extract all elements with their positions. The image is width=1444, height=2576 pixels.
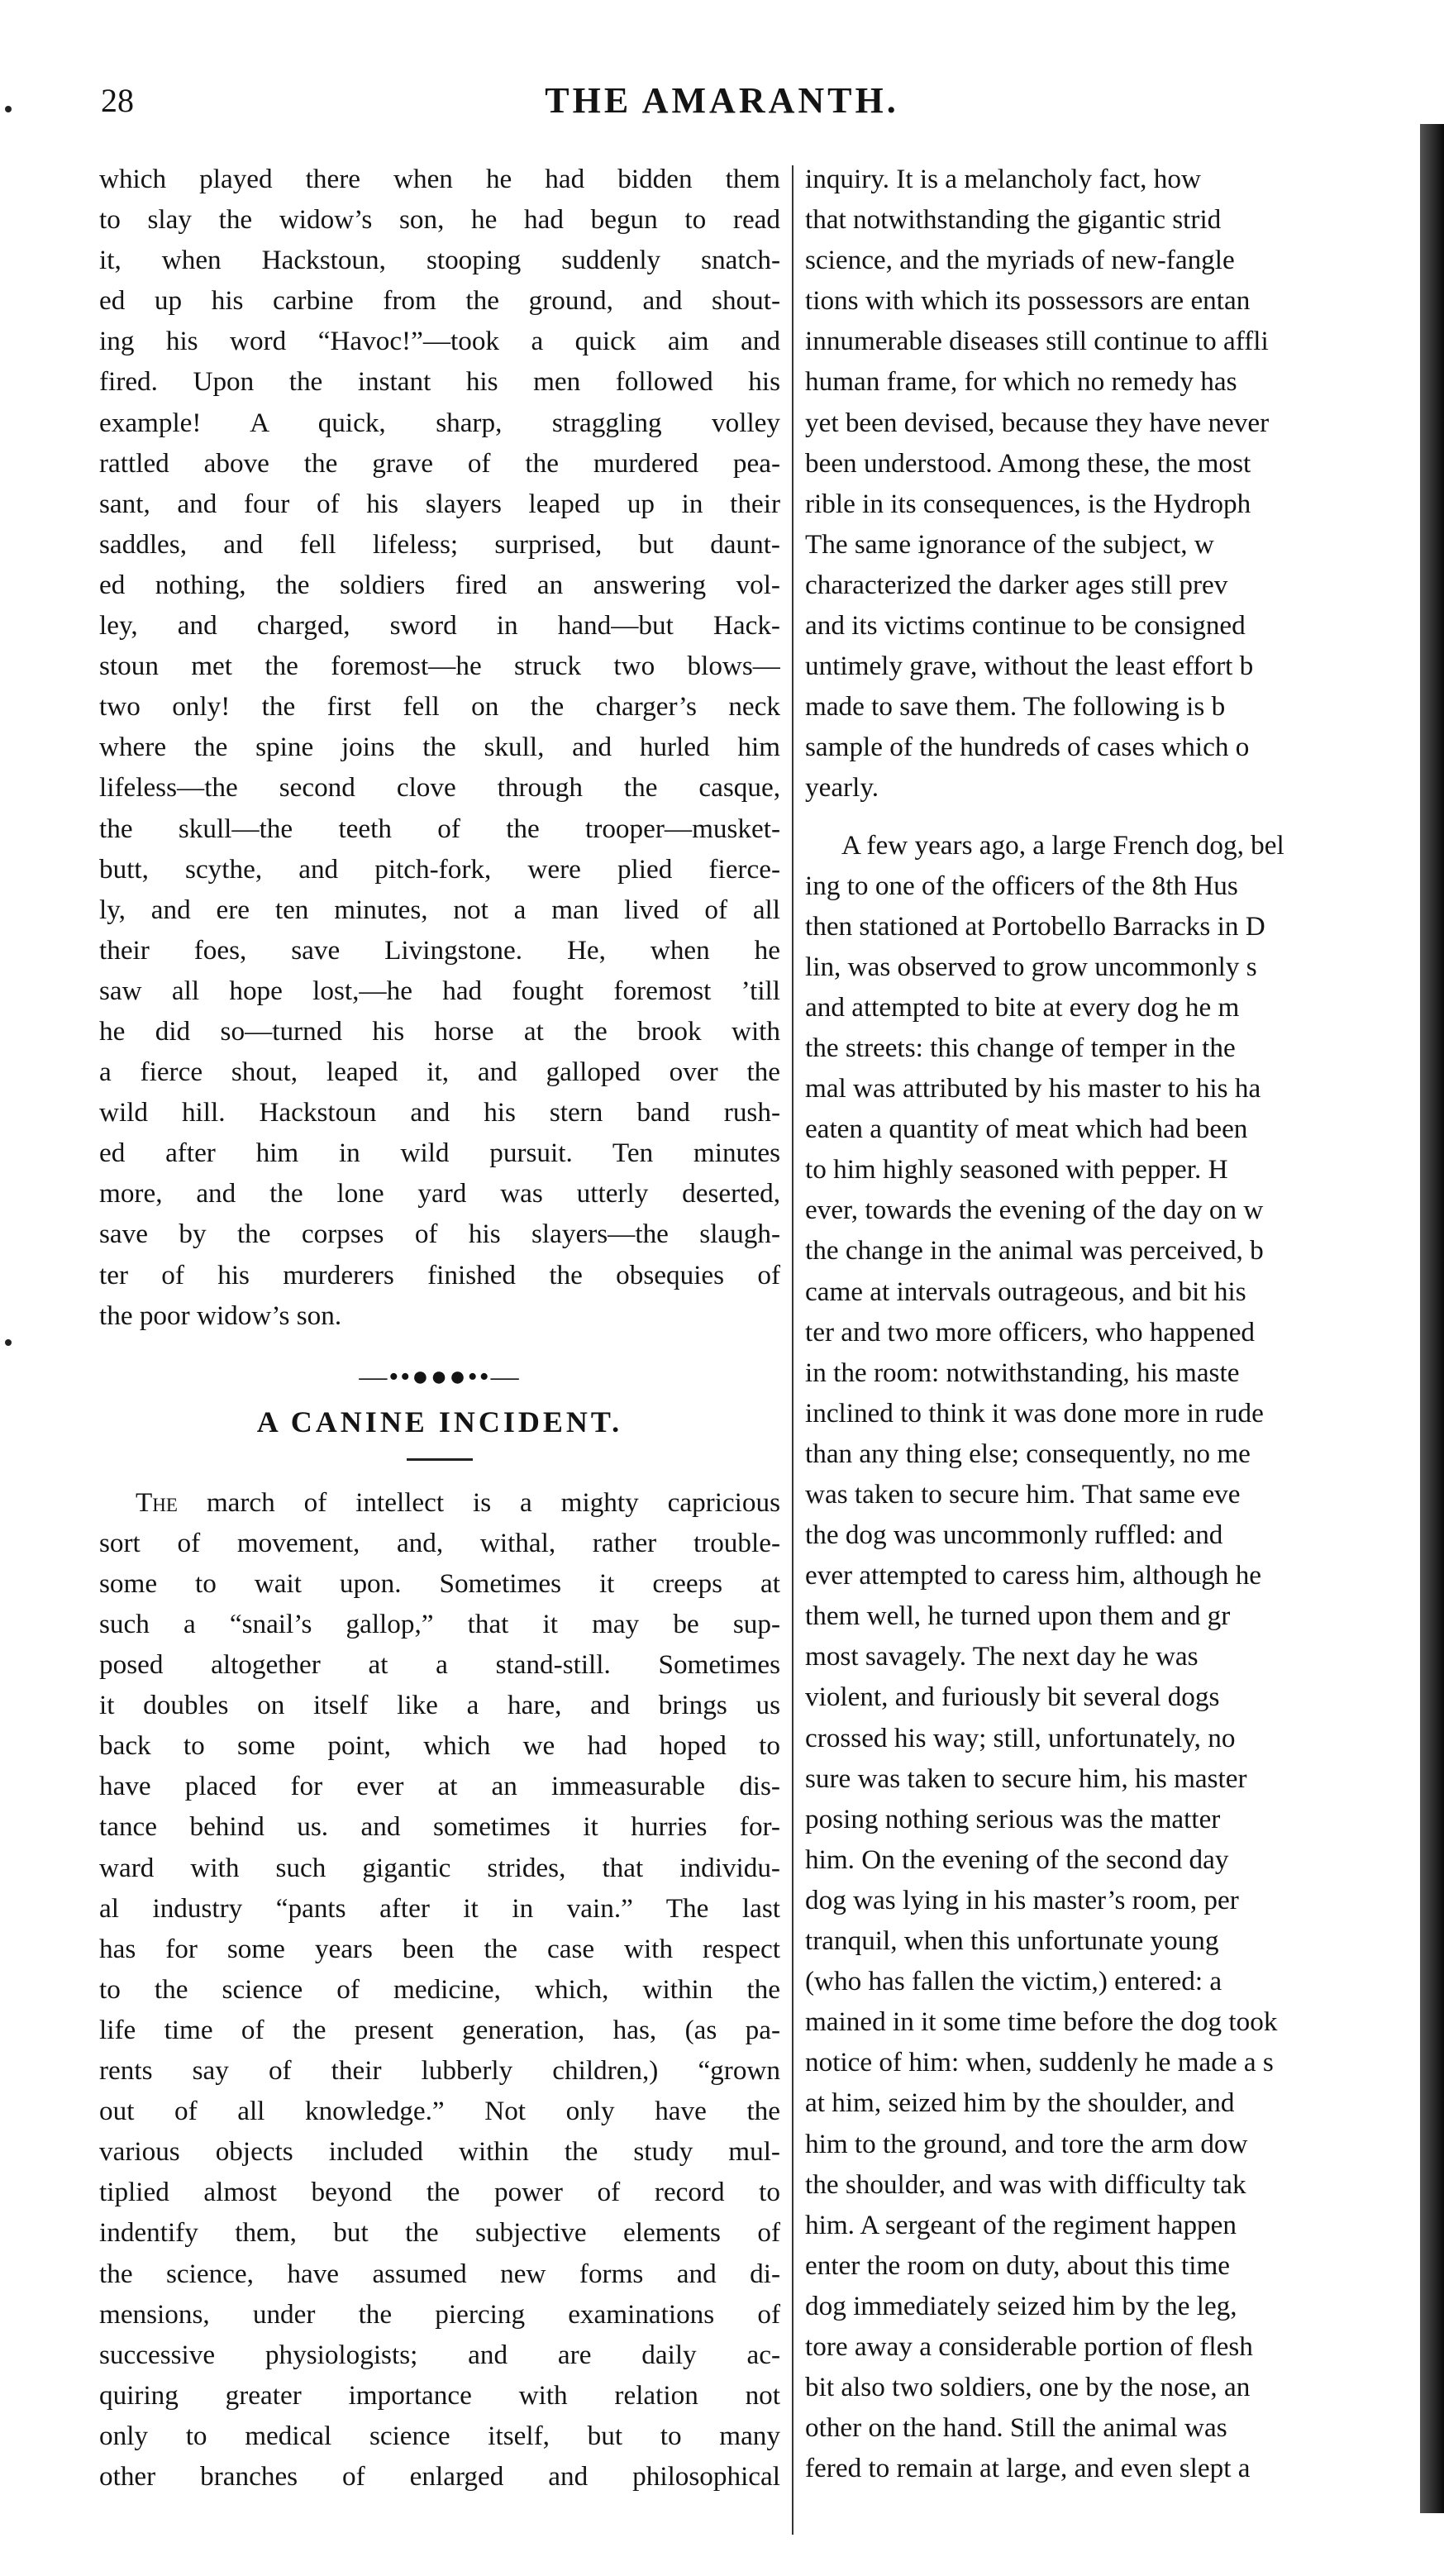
text-line: more, and the lone yard was utterly deserted, bbox=[99, 1178, 780, 1209]
text-line: most savagely. The next day he was bbox=[805, 1641, 1199, 1672]
text-line: stoun met the foremost—he struck two blows— bbox=[99, 651, 780, 682]
text-line: the dog was uncommonly ruffled: and bbox=[805, 1519, 1223, 1551]
text-line: him. On the evening of the second day bbox=[805, 1844, 1229, 1875]
text-line: mal was attributed by his master to his ha bbox=[805, 1073, 1261, 1104]
text-line: ly, and ere ten minutes, not a man lived of all bbox=[99, 894, 780, 925]
text-line: sure was taken to secure him, his master bbox=[805, 1763, 1247, 1794]
text-line: ed nothing, the soldiers fired an answering vol- bbox=[99, 569, 780, 600]
text-line: their foes, save Livingstone. He, when he bbox=[99, 934, 780, 966]
text-line: sort of movement, and, withal, rather trouble- bbox=[99, 1527, 780, 1558]
text-line: violent, and furiously bit several dogs bbox=[805, 1682, 1220, 1713]
text-line: tore away a considerable portion of flesh bbox=[805, 2330, 1253, 2362]
text-line: rattled above the grave of the murdered pea- bbox=[99, 447, 780, 479]
text-line: enter the room on duty, about this time bbox=[805, 2249, 1231, 2281]
text-line: saw all hope lost,—he had fought foremost ’till bbox=[99, 975, 780, 1006]
text-line: tance behind us. and sometimes it hurries for- bbox=[99, 1811, 780, 1843]
text-line: fered to remain at large, and even slept a bbox=[805, 2453, 1251, 2484]
text-line: yearly. bbox=[805, 772, 879, 804]
text-line: and its victims continue to be consigned bbox=[805, 610, 1246, 642]
text-line: in the room: notwithstanding, his maste bbox=[805, 1357, 1240, 1388]
text-line: back to some point, which we had hoped to bbox=[99, 1730, 780, 1762]
text-line: ter of his murderers finished the obsequies of bbox=[99, 1259, 780, 1290]
text-line: that notwithstanding the gigantic strid bbox=[805, 204, 1222, 236]
text-line: tranquil, when this unfortunate young bbox=[805, 1925, 1219, 1957]
text-line: ing to one of the officers of the 8th Hus bbox=[805, 870, 1238, 901]
text-line: save by the corpses of his slayers—the slaugh- bbox=[99, 1219, 780, 1250]
text-line: lin, was observed to grow uncommonly s bbox=[805, 951, 1257, 982]
text-line: the skull—the teeth of the trooper—musket- bbox=[99, 813, 780, 844]
text-line: sant, and four of his slayers leaped up in their bbox=[99, 488, 780, 519]
text-line: it, when Hackstoun, stooping suddenly snatch- bbox=[99, 245, 780, 276]
text-line: the streets: this change of temper in the bbox=[805, 1032, 1236, 1063]
text-line: to slay the widow’s son, he had begun to read bbox=[99, 204, 780, 236]
text-line: innumerable diseases still continue to affli bbox=[805, 326, 1269, 357]
text-line: ever, towards the evening of the day on w bbox=[805, 1195, 1264, 1226]
text-line: successive physiologists; and are daily ac- bbox=[99, 2339, 780, 2370]
text-line: lifeless—the second clove through the casque, bbox=[99, 772, 780, 804]
title-rule bbox=[407, 1458, 473, 1461]
first-line-text: march of intellect is a mighty capricious bbox=[177, 1486, 780, 1518]
text-line: inclined to think it was done more in rude bbox=[805, 1397, 1264, 1429]
text-line: and attempted to bite at every dog he m bbox=[805, 991, 1240, 1023]
text-line: rible in its consequences, is the Hydroph bbox=[805, 488, 1251, 519]
text-line: the change in the animal was perceived, b bbox=[805, 1235, 1264, 1267]
text-line: him to the ground, and tore the arm dow bbox=[805, 2128, 1248, 2159]
text-line: was taken to secure him. That same eve bbox=[805, 1479, 1241, 1510]
text-line: then stationed at Portobello Barracks in D bbox=[805, 910, 1265, 942]
text-line: sample of the hundreds of cases which o bbox=[805, 732, 1250, 763]
text-line: example! A quick, sharp, straggling volley bbox=[99, 407, 780, 438]
text-line: at him, seized him by the shoulder, and bbox=[805, 2087, 1235, 2119]
text-line: al industry “pants after it in vain.” The last bbox=[99, 1892, 780, 1924]
text-line: notice of him: when, suddenly he made a s bbox=[805, 2047, 1274, 2078]
article-title: A CANINE INCIDENT. bbox=[256, 1405, 623, 1438]
running-title: THE AMARANTH. bbox=[545, 80, 899, 121]
page-number: 28 bbox=[101, 82, 134, 119]
text-line: human frame, for which no remedy has bbox=[805, 366, 1237, 398]
text-line: dog immediately seized him by the leg, bbox=[805, 2290, 1237, 2321]
text-line: tiplied almost beyond the power of record to bbox=[99, 2177, 780, 2208]
text-line: science, and the myriads of new-fangle bbox=[805, 245, 1235, 276]
page-edge-shadow bbox=[1420, 124, 1444, 2513]
text-line: to the science of medicine, which, within the bbox=[99, 1973, 780, 2005]
text-line: to him highly seasoned with pepper. H bbox=[805, 1154, 1228, 1185]
text-line: out of all knowledge.” Not only have the bbox=[99, 2096, 780, 2127]
text-line: ward with such gigantic strides, that individu- bbox=[99, 1852, 780, 1883]
text-line: various objects included within the study mul- bbox=[99, 2136, 780, 2168]
margin-speck bbox=[5, 106, 12, 112]
text-line: characterized the darker ages still prev bbox=[805, 569, 1228, 600]
text-line: mensions, under the piercing examinations of bbox=[99, 2298, 780, 2330]
text-line: dog was lying in his master’s room, per bbox=[805, 1884, 1239, 1915]
text-line: ing his word “Havoc!”—took a quick aim and bbox=[99, 326, 780, 357]
text-line: than any thing else; consequently, no me bbox=[805, 1438, 1251, 1469]
right-column bbox=[805, 159, 1444, 2488]
text-line: inquiry. It is a melancholy fact, how bbox=[805, 164, 1201, 194]
text-line: a fierce shout, leaped it, and galloped over the bbox=[99, 1057, 780, 1088]
text-line: it doubles on itself like a hare, and brings us bbox=[99, 1690, 780, 1721]
text-line: ed up his carbine from the ground, and shout- bbox=[99, 285, 780, 317]
text-line: other on the hand. Still the animal was bbox=[805, 2412, 1227, 2444]
text-line: been understood. Among these, the most bbox=[805, 447, 1251, 479]
text-line: crossed his way; still, unfortunately, no bbox=[805, 1722, 1236, 1753]
text-line: made to save them. The following is b bbox=[805, 691, 1226, 723]
text-line: them well, he turned upon them and gr bbox=[805, 1600, 1231, 1632]
text-line: indentify them, but the subjective elements of bbox=[99, 2217, 780, 2249]
text-line: ed after him in wild pursuit. Ten minutes bbox=[99, 1138, 780, 1169]
text-line: rents say of their lubberly children,) “grown bbox=[99, 2055, 780, 2087]
text-line: untimely grave, without the least effort b bbox=[805, 651, 1254, 682]
text-line: the poor widow’s son. bbox=[99, 1300, 342, 1331]
column-divider bbox=[792, 165, 793, 2535]
text-line: ter and two more officers, who happened bbox=[805, 1316, 1256, 1348]
text-line: fired. Upon the instant his men followed his bbox=[99, 366, 780, 398]
text-line: life time of the present generation, has, (as pa- bbox=[99, 2014, 780, 2045]
text-line: only to medical science itself, but to many bbox=[99, 2420, 780, 2451]
story-conclusion bbox=[99, 159, 780, 1336]
text-line: such a “snail’s gallop,” that it may be sup- bbox=[99, 1609, 780, 1639]
text-line: came at intervals outrageous, and bit his bbox=[805, 1276, 1246, 1307]
dropcap-word: The bbox=[136, 1486, 178, 1518]
text-line: which played there when he had bidden them bbox=[99, 164, 780, 194]
text-line: The same ignorance of the subject, w bbox=[805, 528, 1214, 560]
paragraph-gap bbox=[805, 809, 1444, 825]
text-line: some to wait upon. Sometimes it creeps at bbox=[99, 1567, 780, 1599]
text-line: other branches of enlarged and philosophical bbox=[99, 2460, 780, 2492]
text-line: quiring greater importance with relation not bbox=[99, 2379, 780, 2411]
text-line: wild hill. Hackstoun and his stern band rush- bbox=[99, 1097, 780, 1128]
text-line: bit also two soldiers, one by the nose, an bbox=[805, 2372, 1251, 2403]
text-line: the shoulder, and was with difficulty tak bbox=[805, 2168, 1246, 2200]
text-line: saddles, and fell lifeless; surprised, but daunt- bbox=[99, 528, 780, 560]
text-line: he did so—turned his horse at the brook with bbox=[99, 1015, 780, 1047]
text-line: him. A sergeant of the regiment happen bbox=[805, 2209, 1237, 2240]
text-line: mained in it some time before the dog took bbox=[805, 2006, 1278, 2038]
text-line: has for some years been the case with respect bbox=[99, 1933, 780, 1964]
article-opening bbox=[99, 1523, 780, 2497]
dog-narrative bbox=[805, 825, 1444, 2489]
text-line: ley, and charged, sword in hand—but Hack- bbox=[99, 610, 780, 642]
left-column bbox=[99, 159, 780, 2497]
page-header bbox=[0, 76, 1444, 126]
text-line: posing nothing serious was the matter bbox=[805, 1803, 1221, 1834]
article-continuation bbox=[805, 159, 1444, 809]
text-line: where the spine joins the skull, and hurled him bbox=[99, 732, 780, 763]
section-ornament: —••●●●••— bbox=[359, 1361, 521, 1392]
paragraph-first-line bbox=[99, 1482, 780, 1523]
margin-speck bbox=[5, 1339, 12, 1346]
text-line: posed altogether at a stand-still. Sometimes bbox=[99, 1649, 780, 1681]
text-line: ever attempted to caress him, although he bbox=[805, 1560, 1262, 1591]
text-line: have placed for ever at an immeasurable dis- bbox=[99, 1771, 780, 1802]
text-line: A few years ago, a large French dog, bel bbox=[841, 829, 1284, 861]
text-line: (who has fallen the victim,) entered: a bbox=[805, 1966, 1222, 1997]
text-line: butt, scythe, and pitch-fork, were plied fierce- bbox=[99, 853, 780, 885]
text-line: tions with which its possessors are entan bbox=[805, 285, 1251, 317]
text-line: two only! the first fell on the charger’s neck bbox=[99, 691, 780, 723]
text-line: yet been devised, because they have never bbox=[805, 407, 1270, 438]
text-line: eaten a quantity of meat which had been bbox=[805, 1114, 1248, 1145]
text-line: the science, have assumed new forms and di- bbox=[99, 2258, 780, 2289]
